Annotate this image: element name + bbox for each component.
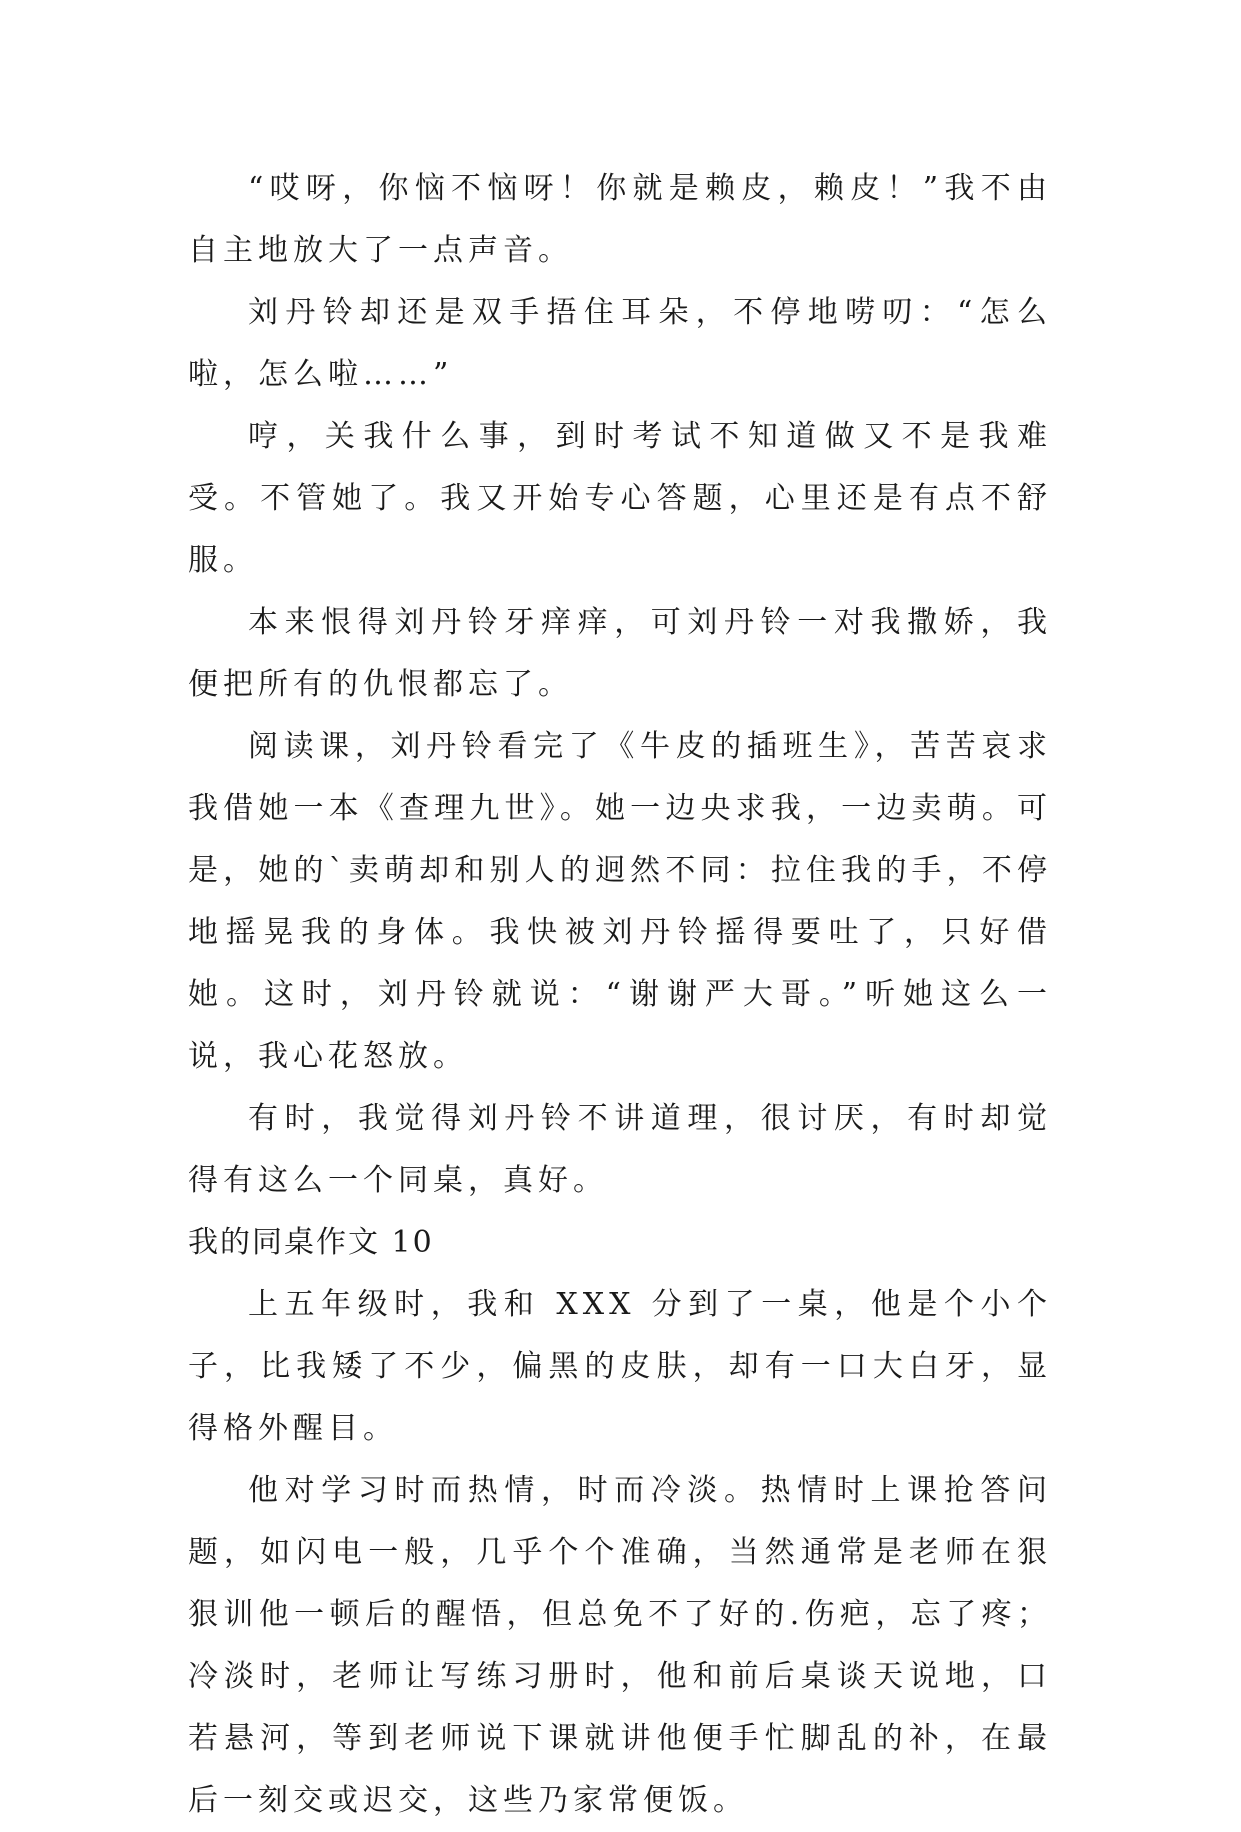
paragraph-2: 刘丹铃却还是双手捂住耳朵，不停地唠叨：“怎么啦，怎么啦……” [188,295,1052,392]
paragraph-1: “哎呀，你恼不恼呀！你就是赖皮，赖皮！”我不由自主地放大了一点声音。 [188,171,1052,268]
section-heading: 我的同桌作文 10 [188,1225,434,1260]
paragraph-5: 阅读课，刘丹铃看完了《牛皮的插班生》，苦苦哀求我借她一本《查理九世》。她一边央求我，一边卖萌。可是，她的`卖萌却和别人的迥然不同：拉住我的手，不停地摇晃我的身体。我快被刘丹铃摇得要吐了，只好借她。这时，刘丹铃就说：“谢谢严大哥。”听她这么一说，我心花怒放。 [188,729,1052,1074]
paragraph-6: 有时，我觉得刘丹铃不讲道理，很讨厌，有时却觉得有这么一个同桌，真好。 [188,1101,1052,1198]
document-page [188,158,1052,1832]
paragraph-3: 哼，关我什么事，到时考试不知道做又不是我难受。不管她了。我又开始专心答题，心里还是有点不舒服。 [188,419,1052,578]
paragraph-8: 他对学习时而热情，时而冷淡。热情时上课抢答问题，如闪电一般，几乎个个准确，当然通常是老师在狠狠训他一顿后的醒悟，但总免不了好的.伤疤，忘了疼；冷淡时，老师让写练习册时，他和前后桌谈天说地，口若悬河，等到老师说下课就讲他便手忙脚乱的补，在最后一刻交或迟交，这些乃家常便饭。 [188,1473,1052,1818]
paragraph-7: 上五年级时，我和 XXX 分到了一桌，他是个小个子，比我矮了不少，偏黑的皮肤，却有一口大白牙，显得格外醒目。 [188,1287,1052,1446]
paragraph-4: 本来恨得刘丹铃牙痒痒，可刘丹铃一对我撒娇，我便把所有的仇恨都忘了。 [188,605,1052,702]
